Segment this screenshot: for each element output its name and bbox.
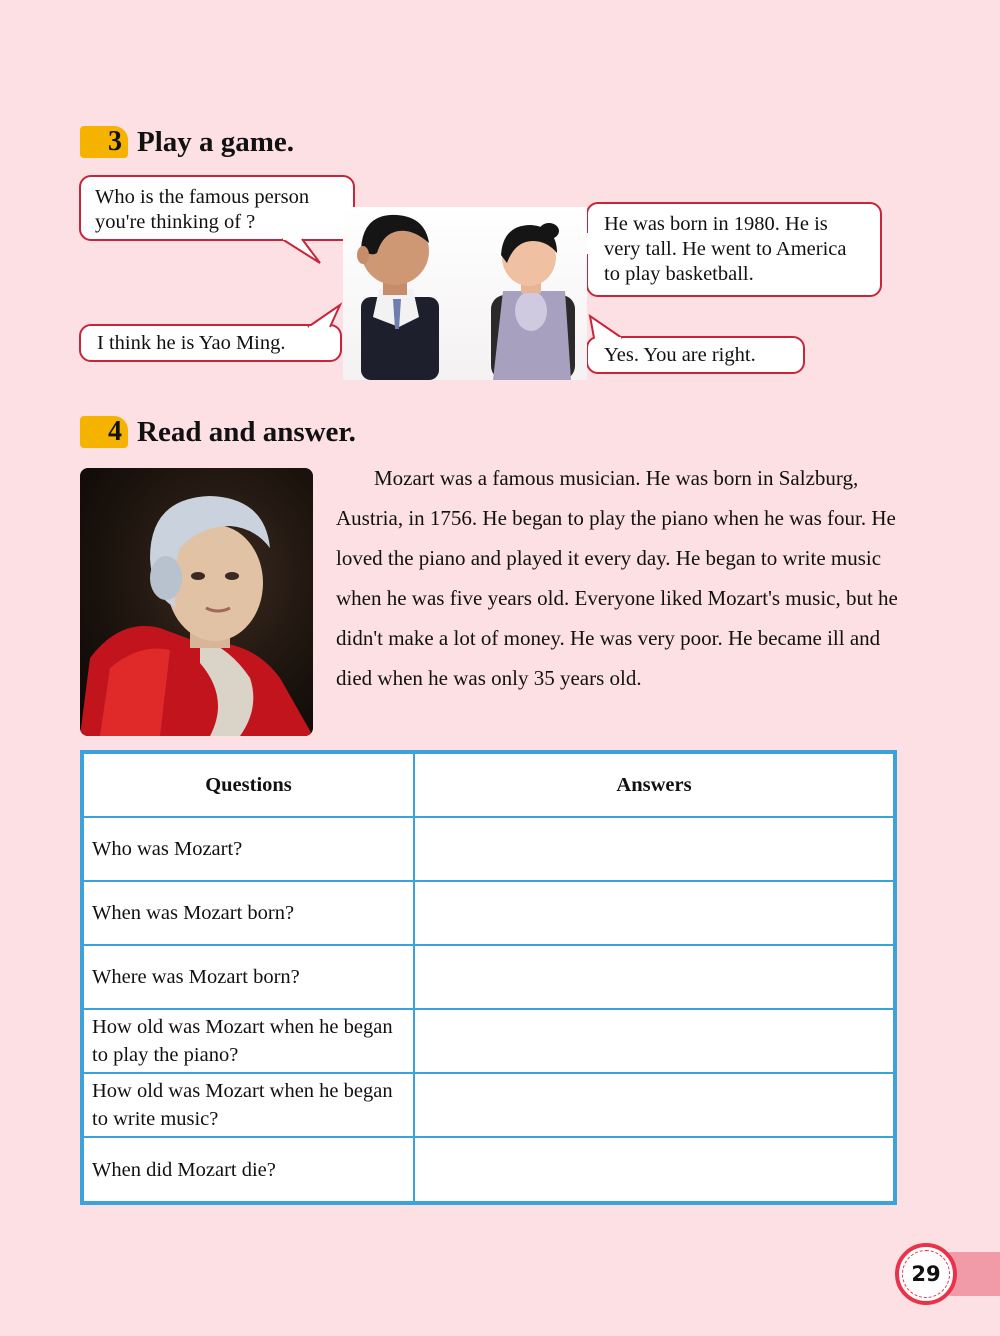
question-cell: How old was Mozart when he began to play the piano? (84, 1010, 415, 1072)
children-illustration (343, 207, 587, 380)
bubble-tail-4 (588, 314, 628, 340)
header-answers: Answers (616, 773, 692, 796)
answer-cell[interactable] (415, 946, 893, 1008)
bubble-clue-text: He was born in 1980. He is very tall. He went to America to play basketball. (604, 213, 847, 285)
table-row (84, 882, 893, 946)
question-cell: How old was Mozart when he began to write music? (84, 1074, 415, 1136)
passage-text: Mozart was a famous musician. He was born in Salzburg, Austria, in 1756. He began to play the piano when he was four. He loved the piano and played it every day. He began to write music when he was five years old. Everyone liked Mozart's music, but he didn't make a lot of money. He was very poor. He became ill and died when he was only 35 years old. (336, 466, 898, 690)
answer-cell[interactable] (415, 882, 893, 944)
speech-bubble-question (79, 175, 355, 241)
bubble-answer-text: Yes. You are right. (604, 344, 756, 366)
header-questions: Questions (84, 754, 415, 816)
bubble-tail-3 (300, 303, 344, 329)
answer-cell[interactable] (415, 1074, 893, 1136)
table-row (84, 1138, 893, 1201)
children-talking-photo (343, 207, 587, 380)
page-number: 29 (895, 1243, 957, 1305)
answer-cell[interactable] (415, 818, 893, 880)
bubble-question-text: Who is the famous person you're thinking of ? (95, 186, 310, 233)
question-cell: Where was Mozart born? (84, 946, 415, 1008)
mozart-portrait (80, 468, 313, 736)
speech-bubble-answer (586, 336, 805, 374)
question-cell: Who was Mozart? (84, 818, 415, 880)
reading-passage (336, 458, 911, 698)
mozart-illustration (80, 468, 313, 736)
table-row (84, 1010, 893, 1074)
table-row (84, 1074, 893, 1138)
question-cell: When did Mozart die? (84, 1138, 415, 1201)
table-row (84, 946, 893, 1010)
bubble-guess-text: I think he is Yao Ming. (97, 332, 286, 354)
answer-cell[interactable] (415, 1138, 893, 1201)
section-3-title: Play a game. (137, 126, 295, 158)
table-row (84, 818, 893, 882)
speech-bubble-clue (586, 202, 882, 297)
table-header-row (84, 754, 893, 818)
question-cell: When was Mozart born? (84, 882, 415, 944)
section-3-badge: 3 (80, 126, 128, 158)
bubble-tail-1 (280, 237, 324, 265)
answer-cell[interactable] (415, 1010, 893, 1072)
section-4-title: Read and answer. (137, 416, 356, 448)
questions-answers-table (80, 750, 897, 1205)
speech-bubble-guess (79, 324, 342, 362)
section-4-badge: 4 (80, 416, 128, 448)
